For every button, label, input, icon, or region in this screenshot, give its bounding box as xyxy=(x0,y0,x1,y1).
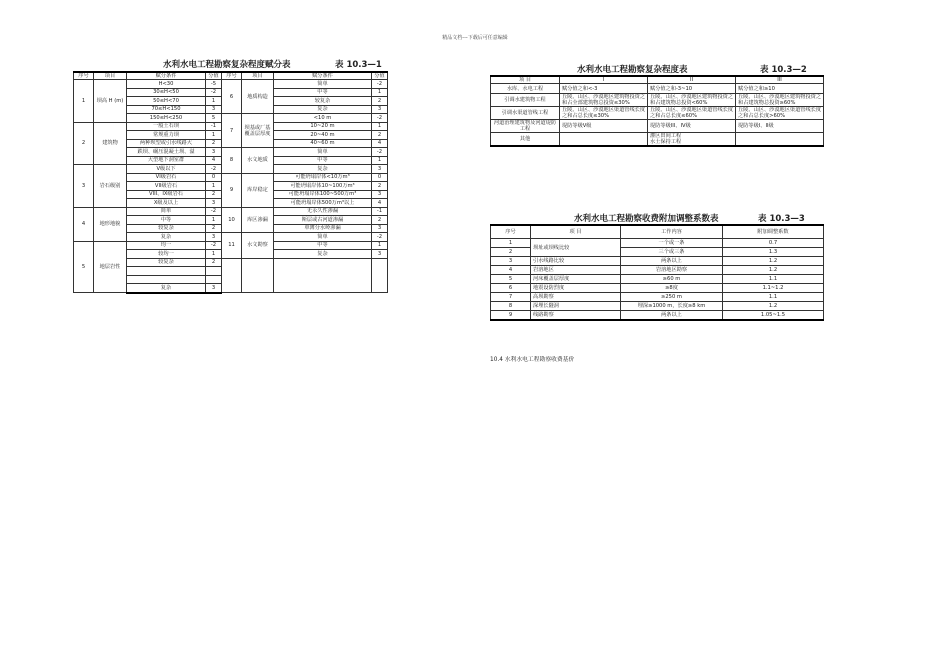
table2-cell: 丘陵、山区、沙漠地区渠道管线长度之和占总长度≤30% xyxy=(560,107,648,120)
table3-cell: 两条以上 xyxy=(621,311,723,321)
table1-score: 3 xyxy=(206,148,222,157)
table3-cell: 埋深≥1000 m，长度≥8 km xyxy=(621,302,723,311)
table3-code: 表 10.3—3 xyxy=(758,214,805,224)
table1-no: 8 xyxy=(222,148,242,174)
table3-row xyxy=(491,239,824,248)
table1-condition: 150≤H<250 xyxy=(127,114,206,123)
table1-condition: 简单 xyxy=(127,207,206,216)
table1-score: 3 xyxy=(372,224,388,233)
table3-cell: 三个或三条 xyxy=(621,248,723,257)
table3-title: 水利水电工程勘察收费附加调整系数表 xyxy=(574,214,719,224)
table3-row xyxy=(491,275,824,284)
table1-condition: 可能坍塌岸体10~100万m³ xyxy=(274,182,372,191)
table1-score: 3 xyxy=(372,190,388,199)
table1-score: 1 xyxy=(206,216,222,225)
table3-cell: 1.2 xyxy=(723,266,824,275)
table1-item: 水文勘察 xyxy=(242,233,274,259)
table1-condition: 无永久性渗漏 xyxy=(274,207,372,216)
table1-header-cell: 序号 xyxy=(74,72,94,80)
table3-cell: 岩溶地区勘察 xyxy=(621,266,723,275)
table1-score: -2 xyxy=(372,148,388,157)
table1-item: 坝高 H (m) xyxy=(94,80,127,123)
table1-condition: 30≤H<50 xyxy=(127,88,206,97)
table1-item: 坝基或厂基覆盖层厚度 xyxy=(242,114,274,148)
table1-code: 表 10.3—1 xyxy=(335,60,382,70)
table3-cell: 地震设防烈度 xyxy=(531,284,621,293)
table3-cell: 1.2 xyxy=(723,257,824,266)
table3-cell: 1.1 xyxy=(723,275,824,284)
table1-condition: 可能坍塌岸体<10万m³ xyxy=(274,173,372,182)
table1-condition: VIII、IX级岩石 xyxy=(127,190,206,199)
table3-row xyxy=(491,293,824,302)
table1-condition: 简单 xyxy=(274,80,372,89)
table1-score: 2 xyxy=(372,182,388,191)
table1-condition: 50≤H<70 xyxy=(127,97,206,106)
table1-empty-cell xyxy=(372,258,388,293)
table2-cell: 堤防等级V级 xyxy=(560,120,648,133)
table1-no: 1 xyxy=(74,80,94,123)
table2-cell: 水库、水电工程 xyxy=(491,84,560,94)
table3-header-cell: 序号 xyxy=(491,225,531,239)
table3-cell: 一个或一条 xyxy=(621,239,723,248)
table3-header-cell: 工作内容 xyxy=(621,225,723,239)
table1-item: 地形地貌 xyxy=(94,207,127,241)
table3-header-cell: 项 目 xyxy=(531,225,621,239)
table1-condition: 均一 xyxy=(127,241,206,250)
table1-no: 2 xyxy=(74,122,94,165)
table1-title: 水利水电工程勘察复杂程度赋分表 xyxy=(163,60,291,70)
table3-cell: 5 xyxy=(491,275,531,284)
table2-header-cell: III xyxy=(736,76,824,84)
table1-score: 3 xyxy=(206,105,222,114)
table3-cell: 线路勘察 xyxy=(531,311,621,321)
table2-cell: 堤防等级I、II级 xyxy=(736,120,824,133)
table1-header-cell: 分值 xyxy=(206,72,222,80)
table1-item: 水文地质 xyxy=(242,148,274,174)
table3-cell: 3 xyxy=(491,257,531,266)
table1-score: -2 xyxy=(372,114,388,123)
table1-score: 2 xyxy=(372,131,388,140)
table1-item: 岩石级别 xyxy=(94,165,127,208)
table2-cell: 堤防等级III、IV级 xyxy=(648,120,736,133)
table3-cell: ≥8度 xyxy=(621,284,723,293)
table2 xyxy=(490,75,824,147)
table1-condition: 跌坝、碾压混凝土坝、溢 xyxy=(127,148,206,157)
table1-score: 3 xyxy=(206,284,222,293)
table3-cell: 1.1~1.2 xyxy=(723,284,824,293)
table1-item: 地质构造 xyxy=(242,80,274,114)
table1-condition: 大型地下洞室群 xyxy=(127,156,206,165)
table3-cell: 深埋长隧洞 xyxy=(531,302,621,311)
table1-score: -1 xyxy=(206,122,222,131)
table1-score: 4 xyxy=(372,139,388,148)
table1-item: 地层岩性 xyxy=(94,241,127,293)
table2-header-row xyxy=(491,76,824,84)
table3-cell: 坝址或坝线比较 xyxy=(531,239,621,257)
table3-cell: 1 xyxy=(491,239,531,248)
table1-condition: 较复杂 xyxy=(274,97,372,106)
table1-condition: 中等 xyxy=(274,88,372,97)
table1-condition: 单薄分水岭渗漏 xyxy=(274,224,372,233)
table1-score xyxy=(206,275,222,284)
table1-no: 4 xyxy=(74,207,94,241)
table1-score: -2 xyxy=(206,207,222,216)
table1-empty-cell xyxy=(242,258,274,293)
table2-row xyxy=(491,133,824,147)
table1-score: 2 xyxy=(206,258,222,267)
table2-row xyxy=(491,84,824,94)
table2-row xyxy=(491,94,824,107)
table1-score: 3 xyxy=(372,250,388,259)
table1-condition: 20~40 m xyxy=(274,131,372,140)
table2-cell: 丘陵、山区、沙漠地区渠道管线长度之和占总长度≤60% xyxy=(648,107,736,120)
table1-score: 5 xyxy=(206,114,222,123)
table1-score: 1 xyxy=(372,241,388,250)
table1-condition: VI级岩石 xyxy=(127,173,206,182)
table2-cell: 丘陵、山区、沙漠地区渠道管线长度之和占总长度>60% xyxy=(736,107,824,120)
table1-score: 4 xyxy=(372,199,388,208)
table2-cell xyxy=(736,133,824,147)
table1-empty-cell xyxy=(274,258,372,293)
table3-row xyxy=(491,257,824,266)
table1 xyxy=(73,71,388,294)
table1-header-cell: 赋分条件 xyxy=(274,72,372,80)
table1-condition: 一般土石坝 xyxy=(127,122,206,131)
table1-empty-cell xyxy=(222,258,242,293)
table1-header-cell: 赋分条件 xyxy=(127,72,206,80)
table2-cell: 赋分值之和-3~10 xyxy=(648,84,736,94)
table3-cell: 8 xyxy=(491,302,531,311)
table1-score: 2 xyxy=(372,97,388,106)
table3 xyxy=(490,224,824,321)
table3-cell: 1.05~1.5 xyxy=(723,311,824,321)
table1-no: 9 xyxy=(222,173,242,207)
table1-condition: VII级岩石 xyxy=(127,182,206,191)
table1-no: 10 xyxy=(222,207,242,233)
table2-cell: 丘陵、山区、沙漠地区建筑物投资之和占建筑物总投资≥60% xyxy=(736,94,824,107)
table1-condition: 中等 xyxy=(274,241,372,250)
table1-condition xyxy=(127,275,206,284)
table1-row xyxy=(74,80,388,89)
table2-cell: 赋分值之和<-3 xyxy=(560,84,648,94)
table1-condition: V级以下 xyxy=(127,165,206,174)
table1-score: 1 xyxy=(372,156,388,165)
table1-condition xyxy=(127,267,206,276)
table1-condition: H<30 xyxy=(127,80,206,89)
table3-row xyxy=(491,302,824,311)
table3-cell: 河床覆盖层厚度 xyxy=(531,275,621,284)
header-note: 精品文档---下载后可任意编辑 xyxy=(442,35,508,41)
table1-score: 3 xyxy=(372,105,388,114)
table3-cell: 高坝勘察 xyxy=(531,293,621,302)
table3-cell: 岩溶地区 xyxy=(531,266,621,275)
table3-cell: 1.2 xyxy=(723,302,824,311)
table1-condition: 可能坍塌岸体100~500万m³ xyxy=(274,190,372,199)
table1-condition: 可能坍塌岸体500万m³以上 xyxy=(274,199,372,208)
table1-score: 0 xyxy=(206,173,222,182)
table3-cell: 两条以上 xyxy=(621,257,723,266)
table1-condition: 70≤H<150 xyxy=(127,105,206,114)
table1-condition: 简单 xyxy=(274,148,372,157)
table2-header-cell: II xyxy=(648,76,736,84)
table2-cell: 其他 xyxy=(491,133,560,147)
table1-condition: 复杂 xyxy=(274,105,372,114)
table3-cell: ≥60 m xyxy=(621,275,723,284)
table1-score: 0 xyxy=(372,173,388,182)
table1-score: -5 xyxy=(206,80,222,89)
table1-header-row xyxy=(74,72,388,80)
table1-condition: <10 m xyxy=(274,114,372,123)
table1-condition: 两种坝型或引水线路大 xyxy=(127,139,206,148)
table1-no: 5 xyxy=(74,241,94,293)
table1-score: 2 xyxy=(206,139,222,148)
table2-row xyxy=(491,120,824,133)
table1-score: 1 xyxy=(206,97,222,106)
table1-header-cell: 项目 xyxy=(94,72,127,80)
table2-header-cell: I xyxy=(560,76,648,84)
table1-score: 1 xyxy=(372,88,388,97)
table3-cell: 4 xyxy=(491,266,531,275)
table1-condition: 简单 xyxy=(274,233,372,242)
table3-cell: ≥250 m xyxy=(621,293,723,302)
table2-cell: 引调水建筑物工程 xyxy=(491,94,560,107)
table1-score: -2 xyxy=(372,80,388,89)
table3-cell: 2 xyxy=(491,248,531,257)
table3-cell: 1.3 xyxy=(723,248,824,257)
table1-condition: 常规重力坝 xyxy=(127,131,206,140)
table1-condition: 复杂 xyxy=(274,165,372,174)
table1-score: -2 xyxy=(206,165,222,174)
table1-item: 库岸稳定 xyxy=(242,173,274,207)
table1-condition: 较复杂 xyxy=(127,224,206,233)
table1-score: -1 xyxy=(372,207,388,216)
table1-condition: 中等 xyxy=(127,216,206,225)
table1-condition: 40~60 m xyxy=(274,139,372,148)
table3-cell: 6 xyxy=(491,284,531,293)
table2-header-cell: 项 目 xyxy=(491,76,560,84)
table3-header-cell: 附加调整系数 xyxy=(723,225,824,239)
table1-score xyxy=(206,267,222,276)
table1-condition: 复杂 xyxy=(127,233,206,242)
table1-header-cell: 项目 xyxy=(242,72,274,80)
table1-condition: 中等 xyxy=(274,156,372,165)
table3-cell: 0.7 xyxy=(723,239,824,248)
table2-title: 水利水电工程勘察复杂程度表 xyxy=(577,65,688,75)
table1-score: 2 xyxy=(206,190,222,199)
table1-item: 库区渗漏 xyxy=(242,207,274,233)
table1-condition: 复杂 xyxy=(127,284,206,293)
table3-cell: 7 xyxy=(491,293,531,302)
table2-cell xyxy=(560,133,648,147)
table1-no: 7 xyxy=(222,114,242,148)
table2-cell: 丘陵、山区、沙漠地区建筑物投资之和占建筑物总投资<60% xyxy=(648,94,736,107)
table3-row xyxy=(491,266,824,275)
table3-cell: 引水线路比较 xyxy=(531,257,621,266)
table1-condition: 较均一 xyxy=(127,250,206,259)
table3-row xyxy=(491,311,824,321)
table1-header-cell: 分值 xyxy=(372,72,388,80)
table1-score: -2 xyxy=(372,233,388,242)
table1-score: 1 xyxy=(206,182,222,191)
table3-cell: 1.1 xyxy=(723,293,824,302)
table1-no: 6 xyxy=(222,80,242,114)
table1-condition: X级及以上 xyxy=(127,199,206,208)
table2-code: 表 10.3—2 xyxy=(760,65,807,75)
table1-score: 1 xyxy=(372,122,388,131)
table2-cell: 灌区田间工程 水土保持工程 xyxy=(648,133,736,147)
table2-cell: 河道治理建筑物及河道堤防工程 xyxy=(491,120,560,133)
table1-score: 2 xyxy=(206,224,222,233)
table1-condition: 较复杂 xyxy=(127,258,206,267)
table3-header-row xyxy=(491,225,824,239)
table1-score: 1 xyxy=(206,131,222,140)
table2-cell: 引调水渠道管线工程 xyxy=(491,107,560,120)
table2-cell: 赋分值之和≥10 xyxy=(736,84,824,94)
table1-score: -2 xyxy=(206,88,222,97)
table1-score: 3 xyxy=(206,233,222,242)
table1-score: 3 xyxy=(372,165,388,174)
table1-row xyxy=(74,207,388,216)
table3-row xyxy=(491,284,824,293)
table1-item: 建筑物 xyxy=(94,122,127,165)
table2-row xyxy=(491,107,824,120)
table1-no: 3 xyxy=(74,165,94,208)
footer-caption: 10.4 水利水电工程勘察收费基价 xyxy=(490,357,575,363)
table3-cell: 9 xyxy=(491,311,531,321)
table1-score: 2 xyxy=(372,216,388,225)
table1-no: 11 xyxy=(222,233,242,259)
table1-score: -2 xyxy=(206,241,222,250)
table1-score: 1 xyxy=(206,250,222,259)
table1-score: 3 xyxy=(206,199,222,208)
table1-condition: 10~20 m xyxy=(274,122,372,131)
table1-condition: 斯层或古河道渗漏 xyxy=(274,216,372,225)
table1-score: 4 xyxy=(206,156,222,165)
table1-header-cell: 序号 xyxy=(222,72,242,80)
table2-cell: 丘陵、山区、沙漠地区建筑物投资之和占全部建筑物总投资≤30% xyxy=(560,94,648,107)
table1-condition: 复杂 xyxy=(274,250,372,259)
